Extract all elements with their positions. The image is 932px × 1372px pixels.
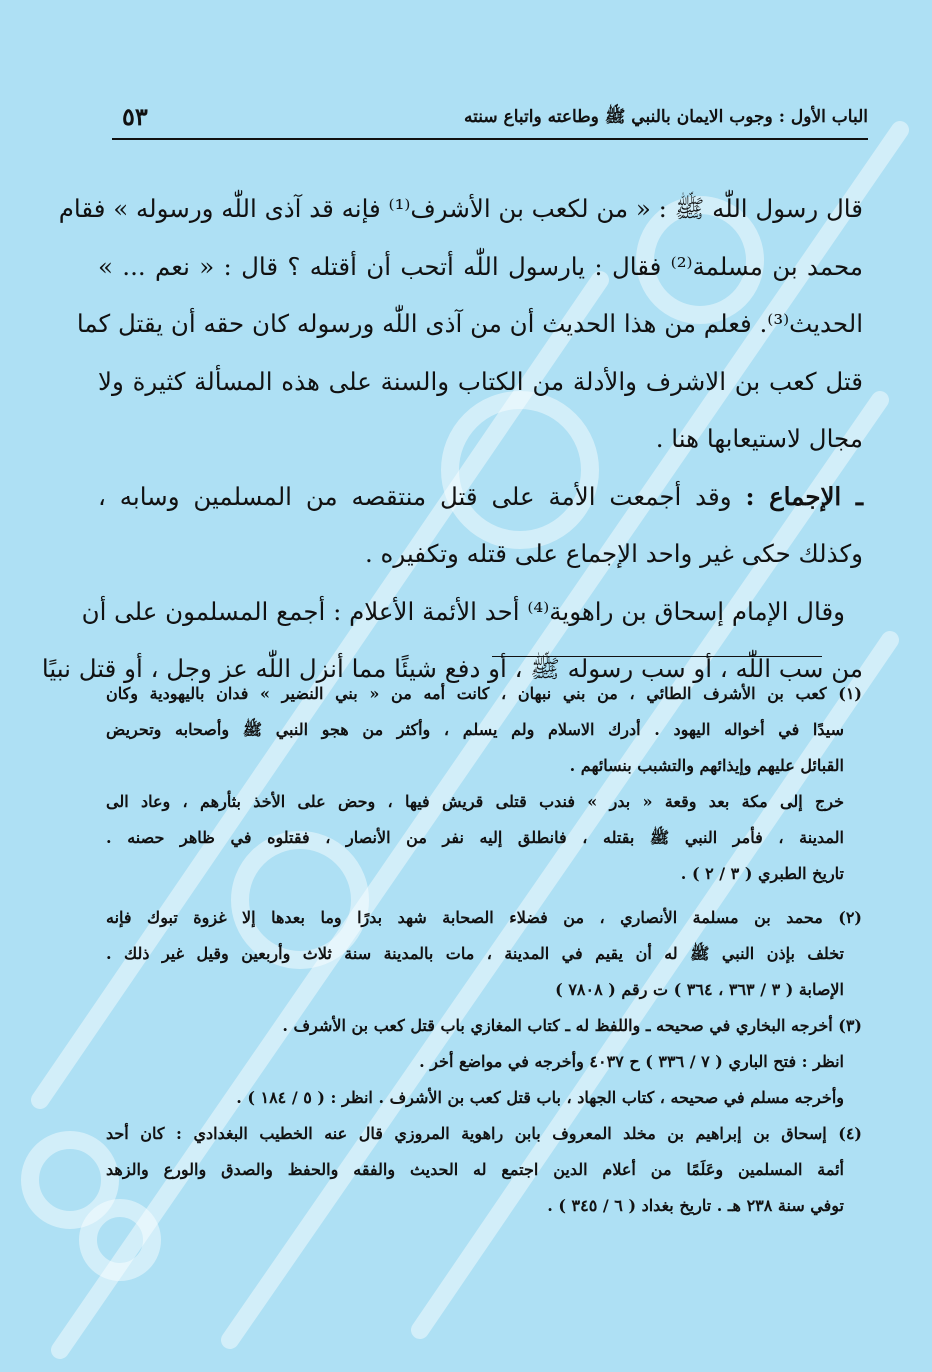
- footnotes: [106, 676, 862, 1224]
- body-line: مجال لاستيعابها هنا .: [655, 424, 863, 453]
- body-line: قال رسول اللّٰه ﷺ : « من لكعب بن الأشرف⁽¹⁾ فإنه قد آذى اللّٰه ورسوله » فقام: [58, 194, 863, 223]
- footnote-4-line: (٤) إسحاق بن إبراهيم بن مخلد المعروف بابن راهوية المروزي قال عنه الخطيب البغدادي : كان أحد: [106, 1124, 862, 1143]
- body-line: وكذلك حكى غير واحد الإجماع على قتله وتكفيره .: [364, 539, 863, 568]
- body-line: محمد بن مسلمة⁽²⁾ فقال : يارسول اللّٰه أتحب أن أقتله ؟ قال : « نعم ... »: [98, 251, 863, 281]
- footnote-3-line: انظر : فتح الباري ( ٧ / ٣٣٦ ) ح ٤٠٣٧ وأخرجه في مواضع أخر .: [419, 1052, 844, 1071]
- footnote-1-line: القبائل عليهم وإيذائهم والتشبب بنسائهم .: [569, 756, 844, 775]
- footnote-2-source: الإصابة ( ٣ / ٣٦٣ ، ٣٦٤ ) ت رقم ( ٧٨٠٨ ): [555, 980, 844, 999]
- body-line-ijma: [98, 468, 863, 526]
- body-line: وقال الإمام إسحاق بن راهوية⁽⁴⁾ أحد الأئمة الأعلام : أجمع المسلمون على أن: [81, 596, 845, 626]
- footnote-1-line: خرج إلى مكة بعد وقعة « بدر » فندب قتلى قريش فيها ، وحض على الأخذ بثأرهم ، وعاد الى: [106, 792, 844, 811]
- body-line: قتل كعب بن الاشرف والأدلة من الكتاب والسنة على هذه المسألة كثيرة ولا: [98, 366, 863, 396]
- ijma-text: وقد أجمعت الأمة على قتل منتقصه من المسلمين وسابه ،: [98, 481, 746, 511]
- footnote-1-line: المدينة ، فأمر النبي ﷺ بقتله ، فانطلق إليه نفر من الأنصار ، فقتلوه في ظاهر حصنه .: [106, 828, 844, 847]
- footnote-1-source: تاريخ الطبري ( ٣ / ٢ ) .: [680, 864, 844, 883]
- ijma-heading: ـ الإجماع :: [745, 481, 863, 511]
- footnote-1-line: (١) كعب بن الأشرف الطائي ، من بني نبهان ، كانت أمه من « بني النضير » فدان باليهودية وكان: [106, 684, 862, 703]
- footnote-4-line: أئمة المسلمين وعَلَمًا من أعلام الدين اجتمع له الحديث والفقه والحفظ والصدق والورع والزهد: [106, 1160, 845, 1179]
- body-line: من سب اللّٰه ، أو سب رسوله ﷺ ، أو دفع شيئًا مما أنزل اللّٰه عز وجل ، أو قتل نبيًا: [41, 654, 863, 683]
- page-header: [112, 100, 868, 140]
- body-line: الحديث⁽³⁾. فعلم من هذا الحديث أن من آذى اللّٰه ورسوله كان حقه أن يقتل كما: [76, 309, 863, 338]
- page-number: ٥٣: [122, 102, 148, 131]
- footnote-3-line: وأخرجه مسلم في صحيحه ، كتاب الجهاد ، باب قتل كعب بن الأشرف . انظر : ( ٥ / ١٨٤ ) .: [236, 1088, 844, 1107]
- footnote-2-line: تخلف بإذن النبي ﷺ له أن يقيم في المدينة ، مات بالمدينة سنة ثلاث وأربعين وقيل غير ذلك .: [106, 944, 844, 963]
- main-text: [41, 180, 863, 698]
- header-rule: [112, 138, 868, 140]
- footnote-separator: [492, 656, 822, 657]
- header-title: الباب الأول : وجوب الايمان بالنبي ﷺ وطاعته واتباع سنته: [464, 107, 868, 127]
- footnote-3-line: (٣) أخرجه البخاري في صحيحه ـ واللفظ له ـ كتاب المغازي باب قتل كعب بن الأشرف .: [282, 1016, 862, 1035]
- footnote-1-line: سيدًا في أخواله اليهود . أدرك الاسلام ولم يسلم ، وأكثر من هجو النبي ﷺ وأصحابه وتحريض: [106, 720, 844, 739]
- footnote-4-source: توفي سنة ٢٣٨ هـ . تاريخ بغداد ( ٦ / ٣٤٥ ) .: [547, 1196, 844, 1215]
- footnote-2-line: (٢) محمد بن مسلمة الأنصاري ، من فضلاء الصحابة شهد بدرًا وما بعدها إلا غزوة تبوك فإنه: [106, 908, 862, 927]
